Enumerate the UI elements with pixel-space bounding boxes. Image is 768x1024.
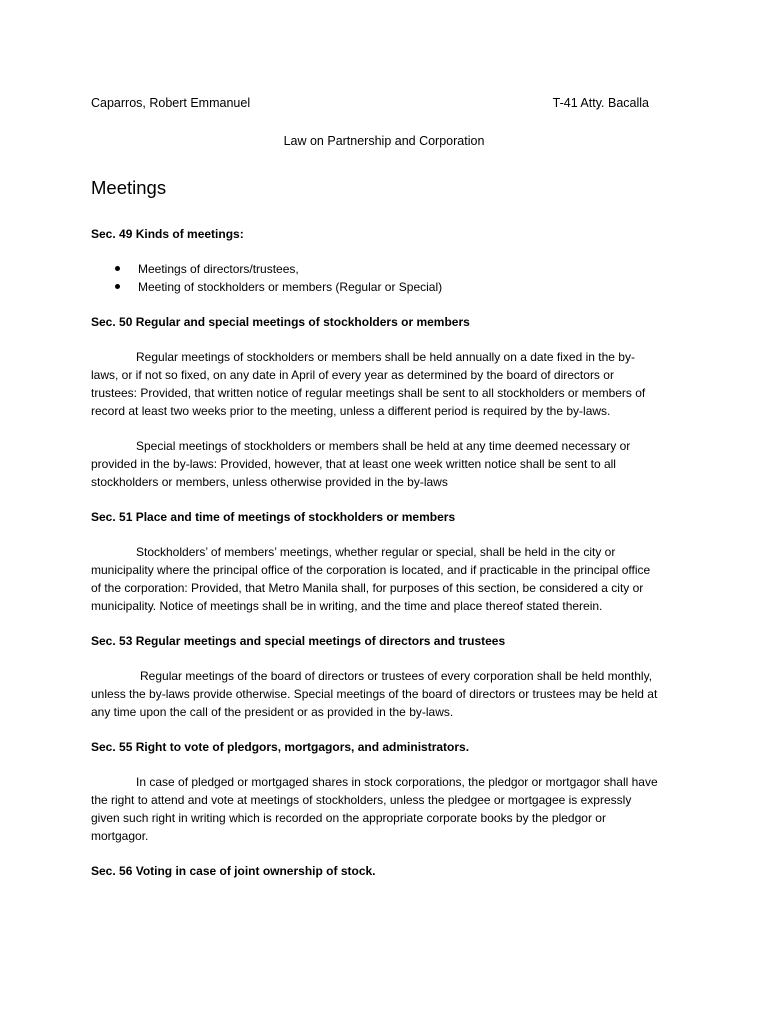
- section-49: [91, 225, 658, 296]
- bullet-text: Meeting of stockholders or members (Regular or Special): [138, 280, 443, 294]
- bullet-item: [91, 260, 658, 278]
- section-heading: Sec. 56 Voting in case of joint ownership of stock.: [91, 864, 376, 878]
- bullet-item: [91, 278, 658, 296]
- document-header: [91, 94, 649, 112]
- section-56: [91, 862, 658, 880]
- section-53: [91, 632, 658, 721]
- section-heading: Sec. 50 Regular and special meetings of stockholders or members: [91, 315, 470, 329]
- document-body: [91, 225, 658, 897]
- section-paragraph: In case of pledged or mortgaged shares in stock corporations, the pledgor or mortgagor shall have the right to attend and vote at meetings of stockholders, unless the pledgee or mortgagee is expressly given such right in writing which is recorded on the appropriate corporate books by the pledgor or mortgagor.: [91, 775, 658, 843]
- section-heading: Sec. 51 Place and time of meetings of stockholders or members: [91, 510, 456, 524]
- section-paragraph: Regular meetings of stockholders or members shall be held annually on a date fixed in the by-laws, or if not so fixed, on any date in April of every year as determined by the board of directors or trustees: Provided, that written notice of regular meetings shall be sent to all stockholders or members of record at least two weeks prior to the meeting, unless a different period is required by the by-laws.: [91, 350, 646, 418]
- section-50: [91, 313, 658, 491]
- class-info: T-41 Atty. Bacalla: [552, 96, 649, 110]
- bullet-icon: [115, 266, 120, 271]
- section-55: [91, 738, 658, 845]
- section-paragraph: Stockholders’ of members’ meetings, whether regular or special, shall be held in the city or municipality where the principal office of the corporation is located, and if practicable in the principal office of the corporation: Provided, that Metro Manila shall, for purposes of this section, be considered a city or municipality. Notice of meetings shall be in writing, and the time and place thereof stated therein.: [91, 545, 651, 613]
- author-name: Caparros, Robert Emmanuel: [91, 96, 251, 110]
- bullet-list: [91, 260, 658, 296]
- bullet-text: Meetings of directors/trustees,: [138, 262, 299, 276]
- section-paragraph: Special meetings of stockholders or members shall be held at any time deemed necessary or provided in the by-laws: Provided, however, that at least one week written notice shall be sent to all stockholders or members, unless otherwise provided in the by-laws: [91, 439, 631, 489]
- bullet-icon: [115, 284, 120, 289]
- section-heading: Sec. 55 Right to vote of pledgors, mortgagors, and administrators.: [91, 740, 470, 754]
- section-51: [91, 508, 658, 615]
- document-heading: Meetings: [91, 177, 167, 198]
- section-paragraph: Regular meetings of the board of directors or trustees of every corporation shall be held monthly, unless the by-laws provide otherwise. Special meetings of the board of directors or trustees may be held at any time upon the call of the president or as provided in the by-laws.: [91, 669, 658, 719]
- course-title: Law on Partnership and Corporation: [283, 134, 485, 148]
- section-heading: Sec. 53 Regular meetings and special meetings of directors and trustees: [91, 634, 506, 648]
- section-heading: Sec. 49 Kinds of meetings:: [91, 227, 244, 241]
